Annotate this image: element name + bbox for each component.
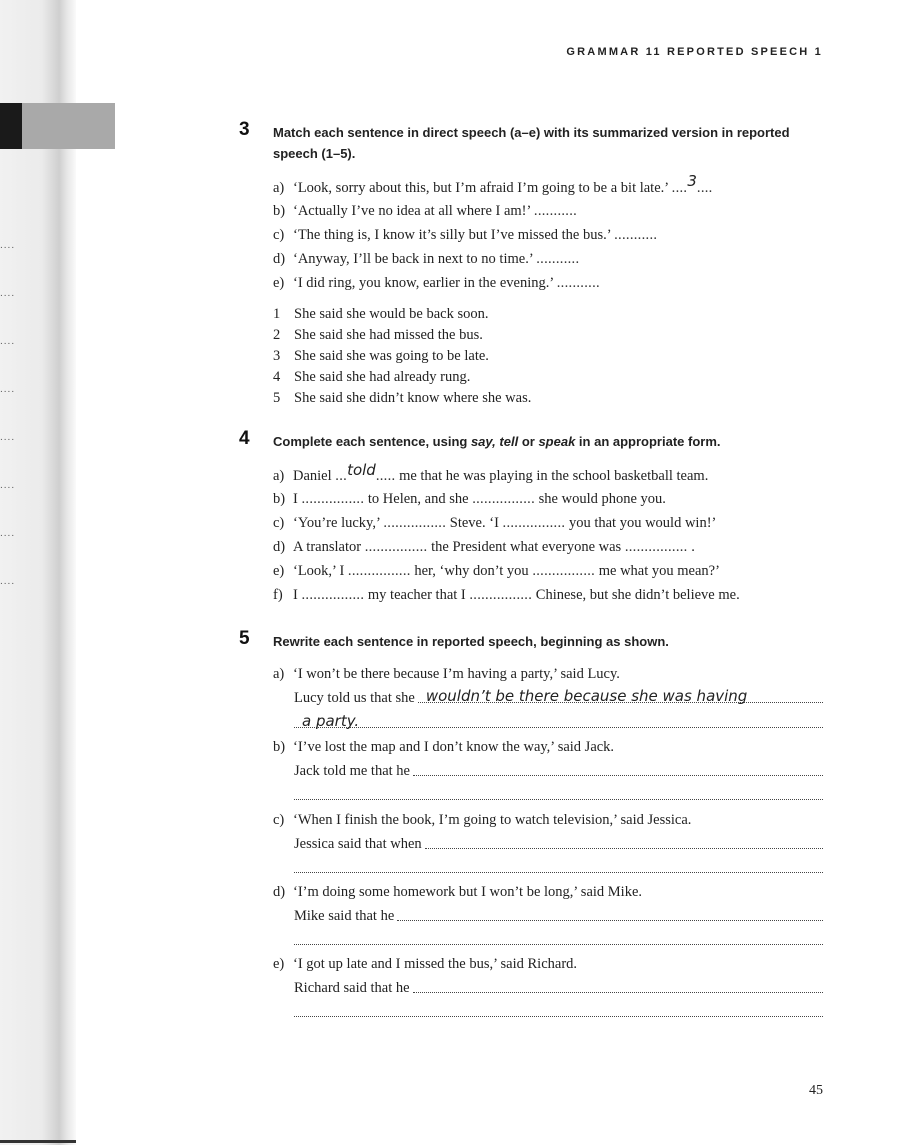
ex5-answer-a-line1[interactable]: wouldn’t be there because she was having <box>418 688 823 703</box>
ex3-answer-e[interactable]: ........... <box>556 275 600 291</box>
ex5-item-c-line1: Jessica said that when <box>294 833 823 853</box>
ex5-item-e-line1: Richard said that he <box>294 977 823 997</box>
chapter-tab <box>0 103 22 149</box>
ex4-blank[interactable]: ................ <box>624 539 688 555</box>
gutter-dots: .... <box>0 384 16 395</box>
ex3-summary-3: 3 She said she was going to be late. <box>273 348 489 364</box>
gutter-dots: .... <box>0 240 16 251</box>
ex3-summary-1: 1 She said she would be back soon. <box>273 306 489 322</box>
ex5-answer-c-line2[interactable] <box>294 858 823 873</box>
ex3-summary-4: 4 She said she had already rung. <box>273 369 471 385</box>
gutter-bottom-rule <box>0 1140 76 1143</box>
ex3-item-c: c) ‘The thing is, I know it’s silly but I’ve missed the bus.’ ........... <box>273 227 658 243</box>
ex5-item-d-line2 <box>294 929 823 949</box>
ex4-item-f: f) I ................ my teacher that I ................ Chinese, but she didn’t believe me. <box>273 587 740 603</box>
ex3-answer-a[interactable]: 3 <box>687 172 697 190</box>
ex5-item-c-quote: c) ‘When I finish the book, I’m going to watch television,’ said Jessica. <box>273 812 692 828</box>
ex3-summary-5: 5 She said she didn’t know where she was. <box>273 390 532 406</box>
gutter-dots: .... <box>0 576 16 587</box>
ex4-blank[interactable]: ................ <box>469 587 533 603</box>
ex5-item-a-line2 <box>294 712 823 732</box>
ex5-item-a-line1: Lucy told us that she wouldn’t be there because she was having <box>294 687 823 707</box>
ex5-answer-d-line1[interactable] <box>397 906 823 921</box>
gutter-dots: .... <box>0 432 16 443</box>
ex4-item-d: d) A translator ................ the President what everyone was ................ . <box>273 539 695 555</box>
ex3-answer-b[interactable]: ........... <box>533 203 578 219</box>
exercise-4-number: 4 <box>239 428 250 449</box>
running-head: GRAMMAR 11 REPORTED SPEECH 1 <box>566 46 823 58</box>
gutter-dots: .... <box>0 288 16 299</box>
ex5-item-e-line2 <box>294 1001 823 1021</box>
ex4-answer-a[interactable]: told <box>347 461 376 479</box>
gutter-dots: .... <box>0 336 16 347</box>
ex3-answer-c[interactable]: ........... <box>614 227 658 243</box>
ex5-item-e-quote: e) ‘I got up late and I missed the bus,’ said Richard. <box>273 956 578 972</box>
ex4-blank[interactable]: ................ <box>532 563 596 579</box>
ex4-blank[interactable]: ................ <box>383 515 447 531</box>
gutter-dots: .... <box>0 528 16 539</box>
ex5-answer-e-line1[interactable] <box>413 978 823 993</box>
ex5-answer-a-line2[interactable]: a party. <box>294 713 823 728</box>
ex5-item-c-line2 <box>294 857 823 877</box>
exercise-5-instruction: Rewrite each sentence in reported speech, beginning as shown. <box>273 634 669 649</box>
exercise-4-instruction: Complete each sentence, using say, tell or speak in an appropriate form. <box>273 434 721 449</box>
ex4-blank[interactable]: ................ <box>364 539 428 555</box>
ex5-answer-b-line2[interactable] <box>294 785 823 800</box>
chapter-band <box>22 103 115 149</box>
page-gutter <box>0 0 76 1145</box>
exercise-5-number: 5 <box>239 628 250 649</box>
ex4-item-a: a) Daniel ...told..... me that he was playing in the school basketball team. <box>273 461 709 484</box>
ex4-blank[interactable]: ................ <box>347 563 411 579</box>
ex4-blank[interactable]: ................ <box>502 515 566 531</box>
ex5-item-b-quote: b) ‘I’ve lost the map and I don’t know the way,’ said Jack. <box>273 739 615 755</box>
exercise-3-number: 3 <box>239 119 250 140</box>
ex4-blank[interactable]: ................ <box>301 587 365 603</box>
ex3-summary-2: 2 She said she had missed the bus. <box>273 327 483 343</box>
ex4-blank[interactable]: ................ <box>472 491 536 507</box>
ex4-blank[interactable]: ................ <box>301 491 365 507</box>
ex5-item-d-line1: Mike said that he <box>294 905 823 925</box>
ex4-item-c: c) ‘You’re lucky,’ ................ Steve. ‘I ................ you that you would win!’ <box>273 515 717 531</box>
ex5-answer-d-line2[interactable] <box>294 930 823 945</box>
ex3-item-d: d) ‘Anyway, I’ll be back in next to no time.’ ........... <box>273 251 580 267</box>
ex5-item-b-line2 <box>294 784 823 804</box>
ex5-item-a-quote: a) ‘I won’t be there because I’m having a party,’ said Lucy. <box>273 666 620 682</box>
exercise-3-instruction: Match each sentence in direct speech (a–e) with its summarized version in reported speech (1–5). <box>273 125 790 161</box>
ex5-answer-b-line1[interactable] <box>413 761 823 776</box>
ex5-answer-c-line1[interactable] <box>425 834 823 849</box>
ex5-item-b-line1: Jack told me that he <box>294 760 823 780</box>
ex5-item-d-quote: d) ‘I’m doing some homework but I won’t be long,’ said Mike. <box>273 884 643 900</box>
ex3-item-a: a) ‘Look, sorry about this, but I’m afraid I’m going to be a bit late.’ ....3.... <box>273 172 713 196</box>
ex3-answer-d[interactable]: ........... <box>536 251 580 267</box>
ex4-item-e: e) ‘Look,’ I ................ her, ‘why don’t you ................ me what you mean?’ <box>273 563 720 579</box>
gutter-dots: .... <box>0 480 16 491</box>
ex5-answer-e-line2[interactable] <box>294 1002 823 1017</box>
ex3-item-e: e) ‘I did ring, you know, earlier in the evening.’ ........... <box>273 275 600 291</box>
page-number: 45 <box>809 1083 823 1098</box>
ex3-item-b: b) ‘Actually I’ve no idea at all where I am!’ ........... <box>273 203 578 219</box>
ex4-item-b: b) I ................ to Helen, and she ................ she would phone you. <box>273 491 666 507</box>
